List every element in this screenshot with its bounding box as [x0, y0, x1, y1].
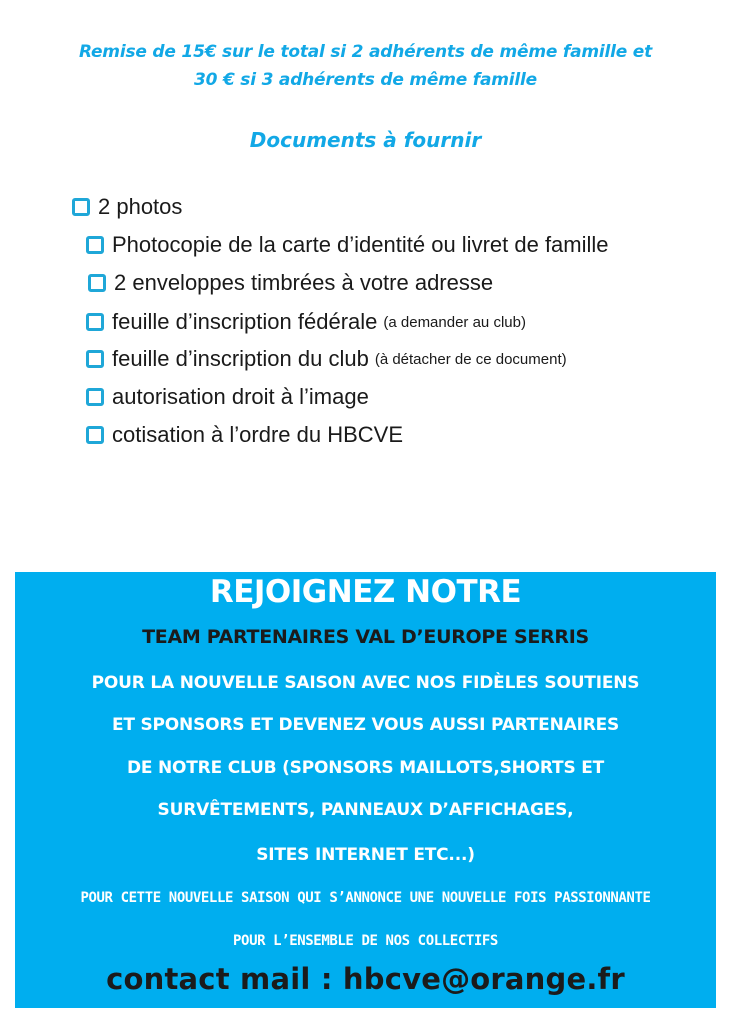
partners-line: DE NOTRE CLUB (SPONSORS MAILLOTS,SHORTS ET	[126, 758, 605, 778]
checkbox-icon[interactable]	[86, 388, 104, 406]
partners-line: SURVÊTEMENTS, PANNEAUX D’AFFICHAGES,	[157, 800, 574, 820]
checklist-item-label: feuille d’inscription du club	[112, 346, 369, 371]
checklist-item-note: (à détacher de ce document)	[374, 350, 567, 368]
checklist-item-photos[interactable]	[72, 194, 182, 220]
partners-heading: REJOIGNEZ NOTRE	[209, 574, 522, 610]
partners-team: TEAM PARTENAIRES VAL D’EUROPE SERRIS	[142, 626, 589, 648]
checklist-item-label: Photocopie de la carte d’identité ou livret de famille	[112, 232, 609, 257]
checklist-item-envelopes[interactable]	[88, 270, 493, 296]
checklist-item-label: autorisation droit à l’image	[112, 384, 369, 409]
partners-line: ET SPONSORS ET DEVENEZ VOUS AUSSI PARTENAIRES	[111, 715, 620, 735]
checklist-item-label: cotisation à l’ordre du HBCVE	[112, 422, 404, 447]
checklist-item-label: 2 photos	[98, 194, 183, 219]
checkbox-icon[interactable]	[86, 350, 104, 368]
documents-title: Documents à fournir	[249, 128, 482, 152]
partners-small-line: POUR CETTE NOUVELLE SAISON QUI S’ANNONCE UNE NOUVELLE FOIS PASSIONNANTE	[80, 890, 651, 906]
discount-line-1: Remise de 15€ sur le total si 2 adhérents de même famille et	[78, 42, 653, 62]
discount-notice	[0, 38, 731, 94]
checklist-item-payment[interactable]	[86, 422, 403, 448]
checkbox-icon[interactable]	[86, 313, 104, 331]
checklist-item-federal-form[interactable]	[86, 309, 526, 335]
checklist-item-label: 2 enveloppes timbrées à votre adresse	[114, 270, 494, 295]
checkbox-icon[interactable]	[72, 198, 90, 216]
checklist-item-id-copy[interactable]	[86, 232, 609, 258]
checklist-item-image-rights[interactable]	[86, 384, 369, 410]
checklist-item-label: feuille d’inscription fédérale	[112, 309, 378, 334]
partners-line: SITES INTERNET ETC...)	[256, 845, 475, 865]
checklist-item-club-form[interactable]	[86, 346, 567, 372]
discount-line-2: 30 € si 3 adhérents de même famille	[193, 70, 537, 90]
contact-email-link[interactable]: contact mail : hbcve@orange.fr	[106, 962, 625, 996]
partners-line: POUR LA NOUVELLE SAISON AVEC NOS FIDÈLES SOUTIENS	[91, 673, 640, 693]
partners-panel	[15, 572, 716, 1008]
checkbox-icon[interactable]	[86, 236, 104, 254]
partners-small-line: POUR L’ENSEMBLE DE NOS COLLECTIFS	[233, 933, 498, 949]
checklist-item-note: (a demander au club)	[383, 313, 526, 331]
checkbox-icon[interactable]	[86, 426, 104, 444]
checkbox-icon[interactable]	[88, 274, 106, 292]
